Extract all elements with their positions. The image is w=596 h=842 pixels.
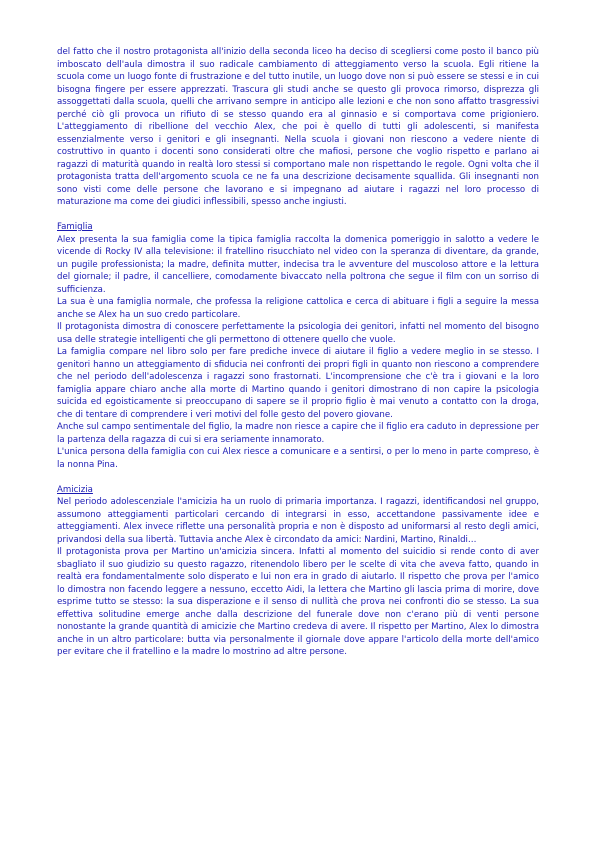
famiglia-heading: Famiglia	[57, 222, 93, 232]
famiglia-paragraph-2: La sua è una famiglia normale, che professa la religione cattolica e cerca di abituare i figli a seguire la messa anche se Alex ha un suo credo particolare.	[57, 297, 539, 320]
amicizia-paragraph-1: Nel periodo adolescenziale l'amicizia ha un ruolo di primaria importanza. I ragazzi, identificandosi nel gruppo, assumono atteggiamenti particolari cercando di integrarsi in esso, accettandone passivamente idee e atteggiamenti. Alex invece riflette una personalità propria e non è disposto ad uniformarsi al resto degli amici, privandosi della sua libertà. Tuttavia anche Alex è circondato da amici: Nardini, Martino, Rinaldi…	[57, 497, 539, 545]
intro-paragraph: del fatto che il nostro protagonista all'inizio della seconda liceo ha deciso di scegliersi come posto il banco più imboscato dell'aula dimostra il suo radicale cambiamento di atteggiamento verso la scuola. Egli ritiene la scuola come un luogo fonte di frustrazione e del tutto inutile, un luogo dove non si può essere se stessi e in cui bisogna fingere per essere apprezzati. Trascura gli studi anche se questo gli provoca rimorso, disprezza gli assoggettati dalla scuola, quelli che arrivano sempre in anticipo alle lezioni e che non sono affatto trasgressivi perché ciò gli provoca un rifiuto di se stesso quando era al ginnasio e si comportava come prigioniero. L'atteggiamento di ribellione del vecchio Alex, che poi è quello di tutti gli adolescenti, si manifesta essenzialmente verso i genitori e gli insegnanti. Nella scuola i giovani non riescono a vedere niente di costruttivo in quanto i docenti sono considerati oltre che mafiosi, persone che voglio rispetto e parlano ai ragazzi di maturità quando in realtà loro stessi si comportano male non rispettando le regole. Ogni volta che il protagonista tratta dell'argomento scuola ce ne fa una descrizione decisamente squallida. Gli insegnanti non sono visti come delle persone che lavorano e si impegnano ad aiutare i ragazzi nel loro processo di maturazione ma come dei giudici inflessibili, spesso anche ingiusti.	[57, 47, 539, 207]
famiglia-paragraph-3: Il protagonista dimostra di conoscere perfettamente la psicologia dei genitori, infatti nel momento del bisogno usa delle strategie intelligenti che gli permettono di ottenere quello che vuole.	[57, 322, 539, 345]
section-spacer	[57, 471, 539, 484]
section-spacer	[57, 209, 539, 222]
amicizia-heading: Amicizia	[57, 484, 93, 495]
amicizia-paragraph-2: Il protagonista prova per Martino un'amicizia sincera. Infatti al momento del suicidio si rende conto di aver sbagliato il suo giudizio su questo ragazzo, ritenendolo libero per le scelte di vita che aveva fatto, quando in realtà era fondamentalmente solo disperato e lui non era in grado di aiutarlo. Il rispetto che prova per l'amico lo dimostra non facendo leggere a nessuno, eccetto Aidi, la lettera che Martino gli lascia prima di morire, dove esprime tutto se stesso: la sua disperazione e il senso di nullità che prova nei confronti dio se stesso. La sua effettiva solitudine emerge anche dalla descrizione del funerale dove non c'erano più di venti persone nonostante la grande quantità di amicizie che Martino credeva di avere. Il rispetto per Martino, Alex lo dimostra anche in un altro particolare: butta via personalmente il giornale dove appare l'articolo della morte dell'amico per evitare che il fratellino e la madre lo mostrino ad altre persone.	[57, 547, 539, 657]
famiglia-paragraph-5: Anche sul campo sentimentale del figlio, la madre non riesce a capire che il figlio era caduto in depressione per la partenza della ragazza di cui si era seriamente innamorato.	[57, 422, 539, 445]
famiglia-paragraph-1: Alex presenta la sua famiglia come la tipica famiglia raccolta la domenica pomeriggio in salotto a vedere le vicende di Rocky IV alla televisione: il fratellino risucchiato nel video con la speranza di diventare, da grande, un pugile professionista; la madre, definita mutter, indecisa tra le avventure del muscoloso attore e la lettura del giornale; il padre, il cancelliere, comodamente bivaccato nella poltrona che segue il film con un sorriso di sufficienza.	[57, 234, 539, 295]
famiglia-paragraph-4: La famiglia compare nel libro solo per fare prediche invece di aiutare il figlio a vedere meglio in se stesso. I genitori hanno un atteggiamento di sfiducia nei confronti dei propri figli in quanto non riescono a comprendere che nel periodo dell'adolescenza i ragazzi sono frastornati. L'incomprensione che c'è tra i giovani e la loro famiglia appare chiaro anche alla morte di Martino quando i genitori dimostrano di non capire la psicologia suicida ed egoisticamente si preoccupano di sapere se il proprio figlio è mai venuto a contatto con la droga, che di tentare di comprendere i veri motivi del folle gesto del povero giovane.	[57, 347, 539, 420]
famiglia-paragraph-6: L'unica persona della famiglia con cui Alex riesce a comunicare e a sentirsi, o per lo meno in parte compreso, è la nonna Pina.	[57, 447, 539, 470]
